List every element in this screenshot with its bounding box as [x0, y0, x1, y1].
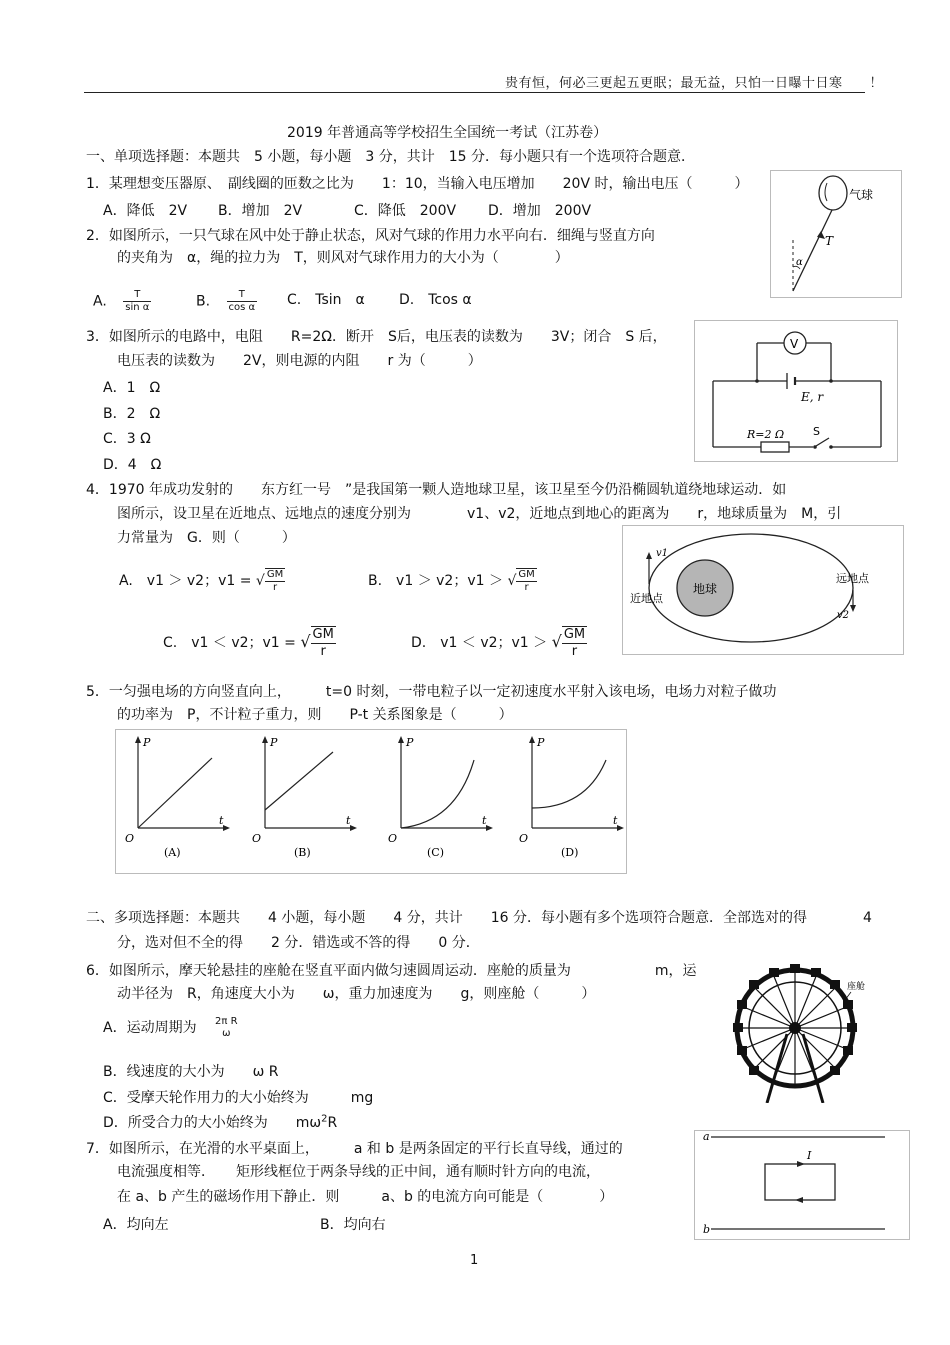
- q2-option-d: D. Tcos α: [399, 292, 472, 308]
- resistor-label: R=2 Ω: [747, 428, 785, 441]
- q3-circuit-figure: [694, 320, 898, 462]
- q4-option-b: B. v1 ＞ v2；v1 ＞ √ $\frac{GM}{r}$: [368, 569, 535, 593]
- q6-stem-line2: 动半径为 R，角速度大小为 ω，重力加速度为 g，则座舱（ ）: [117, 986, 596, 1002]
- q4-option-d: D. v1 ＜ v2；v1 ＞ √ $\frac{GM}{r}$: [411, 627, 586, 659]
- exam-title: 2019 年普通高等学校招生全国统一考试（江苏卷）: [287, 125, 608, 141]
- q4-stem-line1: 4．1970 年成功发射的 东方红一号 ”是我国第一颗人造地球卫星，该卫星至今仍沿椭圆轨道绕地球运动．如: [86, 482, 787, 498]
- q3-option-d: D．4 Ω: [103, 457, 162, 473]
- q6-stem-line1: 6．如图所示，摩天轮悬挂的座舱在竖直平面内做匀速圆周运动．座舱的质量为 m，运: [86, 963, 697, 979]
- apogee-label: 远地点: [836, 572, 869, 585]
- q7-stem-line1: 7．如图所示，在光滑的水平桌面上， a 和 b 是两条固定的平行长直导线，通过的: [86, 1141, 623, 1157]
- q3-option-a: A．1 Ω: [103, 380, 161, 396]
- svg-text:O: O: [125, 832, 135, 845]
- q2-option-b: B. $\frac{T}{\text{cos α}}$: [196, 289, 256, 313]
- q7-option-b: B．均向右: [320, 1217, 386, 1233]
- q4-option-a: A. v1 ＞ v2；v1 = √ $\frac{GM}{r}$: [119, 569, 284, 593]
- q7-wires-figure: [694, 1130, 910, 1240]
- v1-label: v1: [656, 548, 669, 559]
- svg-text:P: P: [406, 736, 414, 749]
- perigee-label: 近地点: [630, 592, 663, 605]
- graph-b: [252, 736, 357, 859]
- svg-text:P: P: [537, 736, 545, 749]
- q3-option-c: C．3 Ω: [103, 431, 151, 447]
- q6-ferris-wheel-figure: [727, 956, 871, 1103]
- q1-stem: 1．某理想变压器原、 副线圈的匝数之比为 1：10，当输入电压增加 20V 时，输出电压（ ）: [86, 176, 749, 192]
- q7-option-a: A．均向左: [103, 1217, 169, 1233]
- q4-stem-line2: 图所示，设卫星在近地点、远地点的速度分别为 v1、v2，近地点到地心的距离为 r，地球质量为 M，引: [117, 506, 842, 522]
- voltmeter-label: V: [790, 337, 799, 351]
- cabin-label: 座舱: [847, 982, 866, 992]
- q5-stem-line2: 的功率为 P，不计粒子重力，则 P-t 关系图象是（ ）: [117, 707, 513, 723]
- q6-option-b: B．线速度的大小为 ω R: [103, 1064, 279, 1080]
- q1-option-d: D．增加 200V: [488, 203, 592, 219]
- q7-stem-line3: 在 a、b 产生的磁场作用下静止．则 a、b 的电流方向可能是（ ）: [117, 1189, 614, 1205]
- q6-option-c: C．受摩天轮作用力的大小始终为 mg: [103, 1090, 374, 1106]
- header-motto: 贵有恒，何必三更起五更眠；最无益，只怕一日曝十日寒 ！: [505, 76, 884, 91]
- section2-heading-line2: 分，选对但不全的得 2 分．错选或不答的得 0 分．: [117, 935, 480, 951]
- q4-orbit-figure: [622, 525, 904, 655]
- svg-text:t: t: [482, 814, 487, 827]
- q2-stem-line1: 2．如图所示，一只气球在风中处于静止状态，风对气球的作用力水平向右．细绳与竖直方向: [86, 228, 655, 244]
- q3-stem-line1: 3．如图所示的电路中，电阻 R=2Ω．断开 S后，电压表的读数为 3V；闭合 S 后，: [86, 329, 667, 345]
- svg-text:O: O: [252, 832, 262, 845]
- section1-heading: 一、单项选择题：本题共 5 小题，每小题 3 分，共计 15 分．每小题只有一个选项符合题意．: [86, 149, 695, 165]
- q2-stem-line2: 的夹角为 α，绳的拉力为 T，则风对气球作用力的大小为（ ）: [117, 250, 569, 266]
- current-label: I: [807, 1149, 812, 1162]
- page-number: 1: [470, 1253, 479, 1268]
- alpha-label: α: [796, 257, 803, 268]
- header-rule: [84, 92, 865, 93]
- v2-label: v2: [837, 610, 850, 621]
- svg-text:O: O: [388, 832, 398, 845]
- tension-label: T: [825, 234, 834, 248]
- switch-label: S: [813, 425, 820, 438]
- q7-stem-line2: 电流强度相等． 矩形线框位于两条导线的正中间，通有顺时针方向的电流，: [117, 1164, 600, 1180]
- svg-text:t: t: [219, 814, 224, 827]
- graph-c: [388, 736, 493, 859]
- graph-d: [519, 736, 624, 859]
- q1-option-a: A．降低 2V: [103, 203, 188, 219]
- q1-option-c: C．降低 200V: [354, 203, 457, 219]
- svg-text:t: t: [613, 814, 618, 827]
- q5-stem-line1: 5．一匀强电场的方向竖直向上， t=0 时刻，一带电粒子以一定初速度水平射入该电场，电场力对粒子做功: [86, 684, 777, 700]
- q1-option-b: B．增加 2V: [218, 203, 303, 219]
- svg-text:P: P: [143, 736, 151, 749]
- graph-a: [125, 736, 230, 859]
- wire-a-label: a: [703, 1131, 710, 1143]
- svg-text:O: O: [519, 832, 529, 845]
- q4-option-c: C. v1 ＜ v2；v1 = √ $\frac{GM}{r}$: [163, 627, 334, 659]
- q2-option-a: A. $\frac{T}{\text{sin α}}$: [93, 289, 150, 313]
- q6-option-d: D．所受合力的大小始终为 $m\omega^2R$: [103, 1113, 338, 1131]
- section2-heading-line1: 二、多项选择题：本题共 4 小题，每小题 4 分，共计 16 分．每小题有多个选项符合题意．全部选对的得 4: [86, 910, 872, 926]
- q4-stem-line3: 力常量为 G．则（ ）: [117, 530, 296, 546]
- q3-option-b: B．2 Ω: [103, 406, 161, 422]
- graph-b-label: (B): [294, 846, 311, 859]
- q2-option-c: C. Tsin α: [287, 292, 365, 308]
- wire-b-label: b: [703, 1223, 711, 1236]
- q5-graphs-figure: [115, 729, 627, 874]
- graph-c-label: (C): [427, 846, 444, 859]
- q2-balloon-figure: [770, 170, 902, 298]
- svg-text:P: P: [270, 736, 278, 749]
- q3-stem-line2: 电压表的读数为 2V，则电源的内阻 r 为（ ）: [117, 353, 482, 369]
- q6-option-a: A．运动周期为 2π R ω: [103, 1016, 238, 1039]
- emf-label: E, r: [801, 390, 824, 404]
- earth-label: 地球: [693, 582, 718, 596]
- svg-text:t: t: [346, 814, 351, 827]
- graph-a-label: (A): [164, 846, 181, 859]
- graph-d-label: (D): [561, 846, 579, 859]
- balloon-label: 气球: [849, 188, 874, 202]
